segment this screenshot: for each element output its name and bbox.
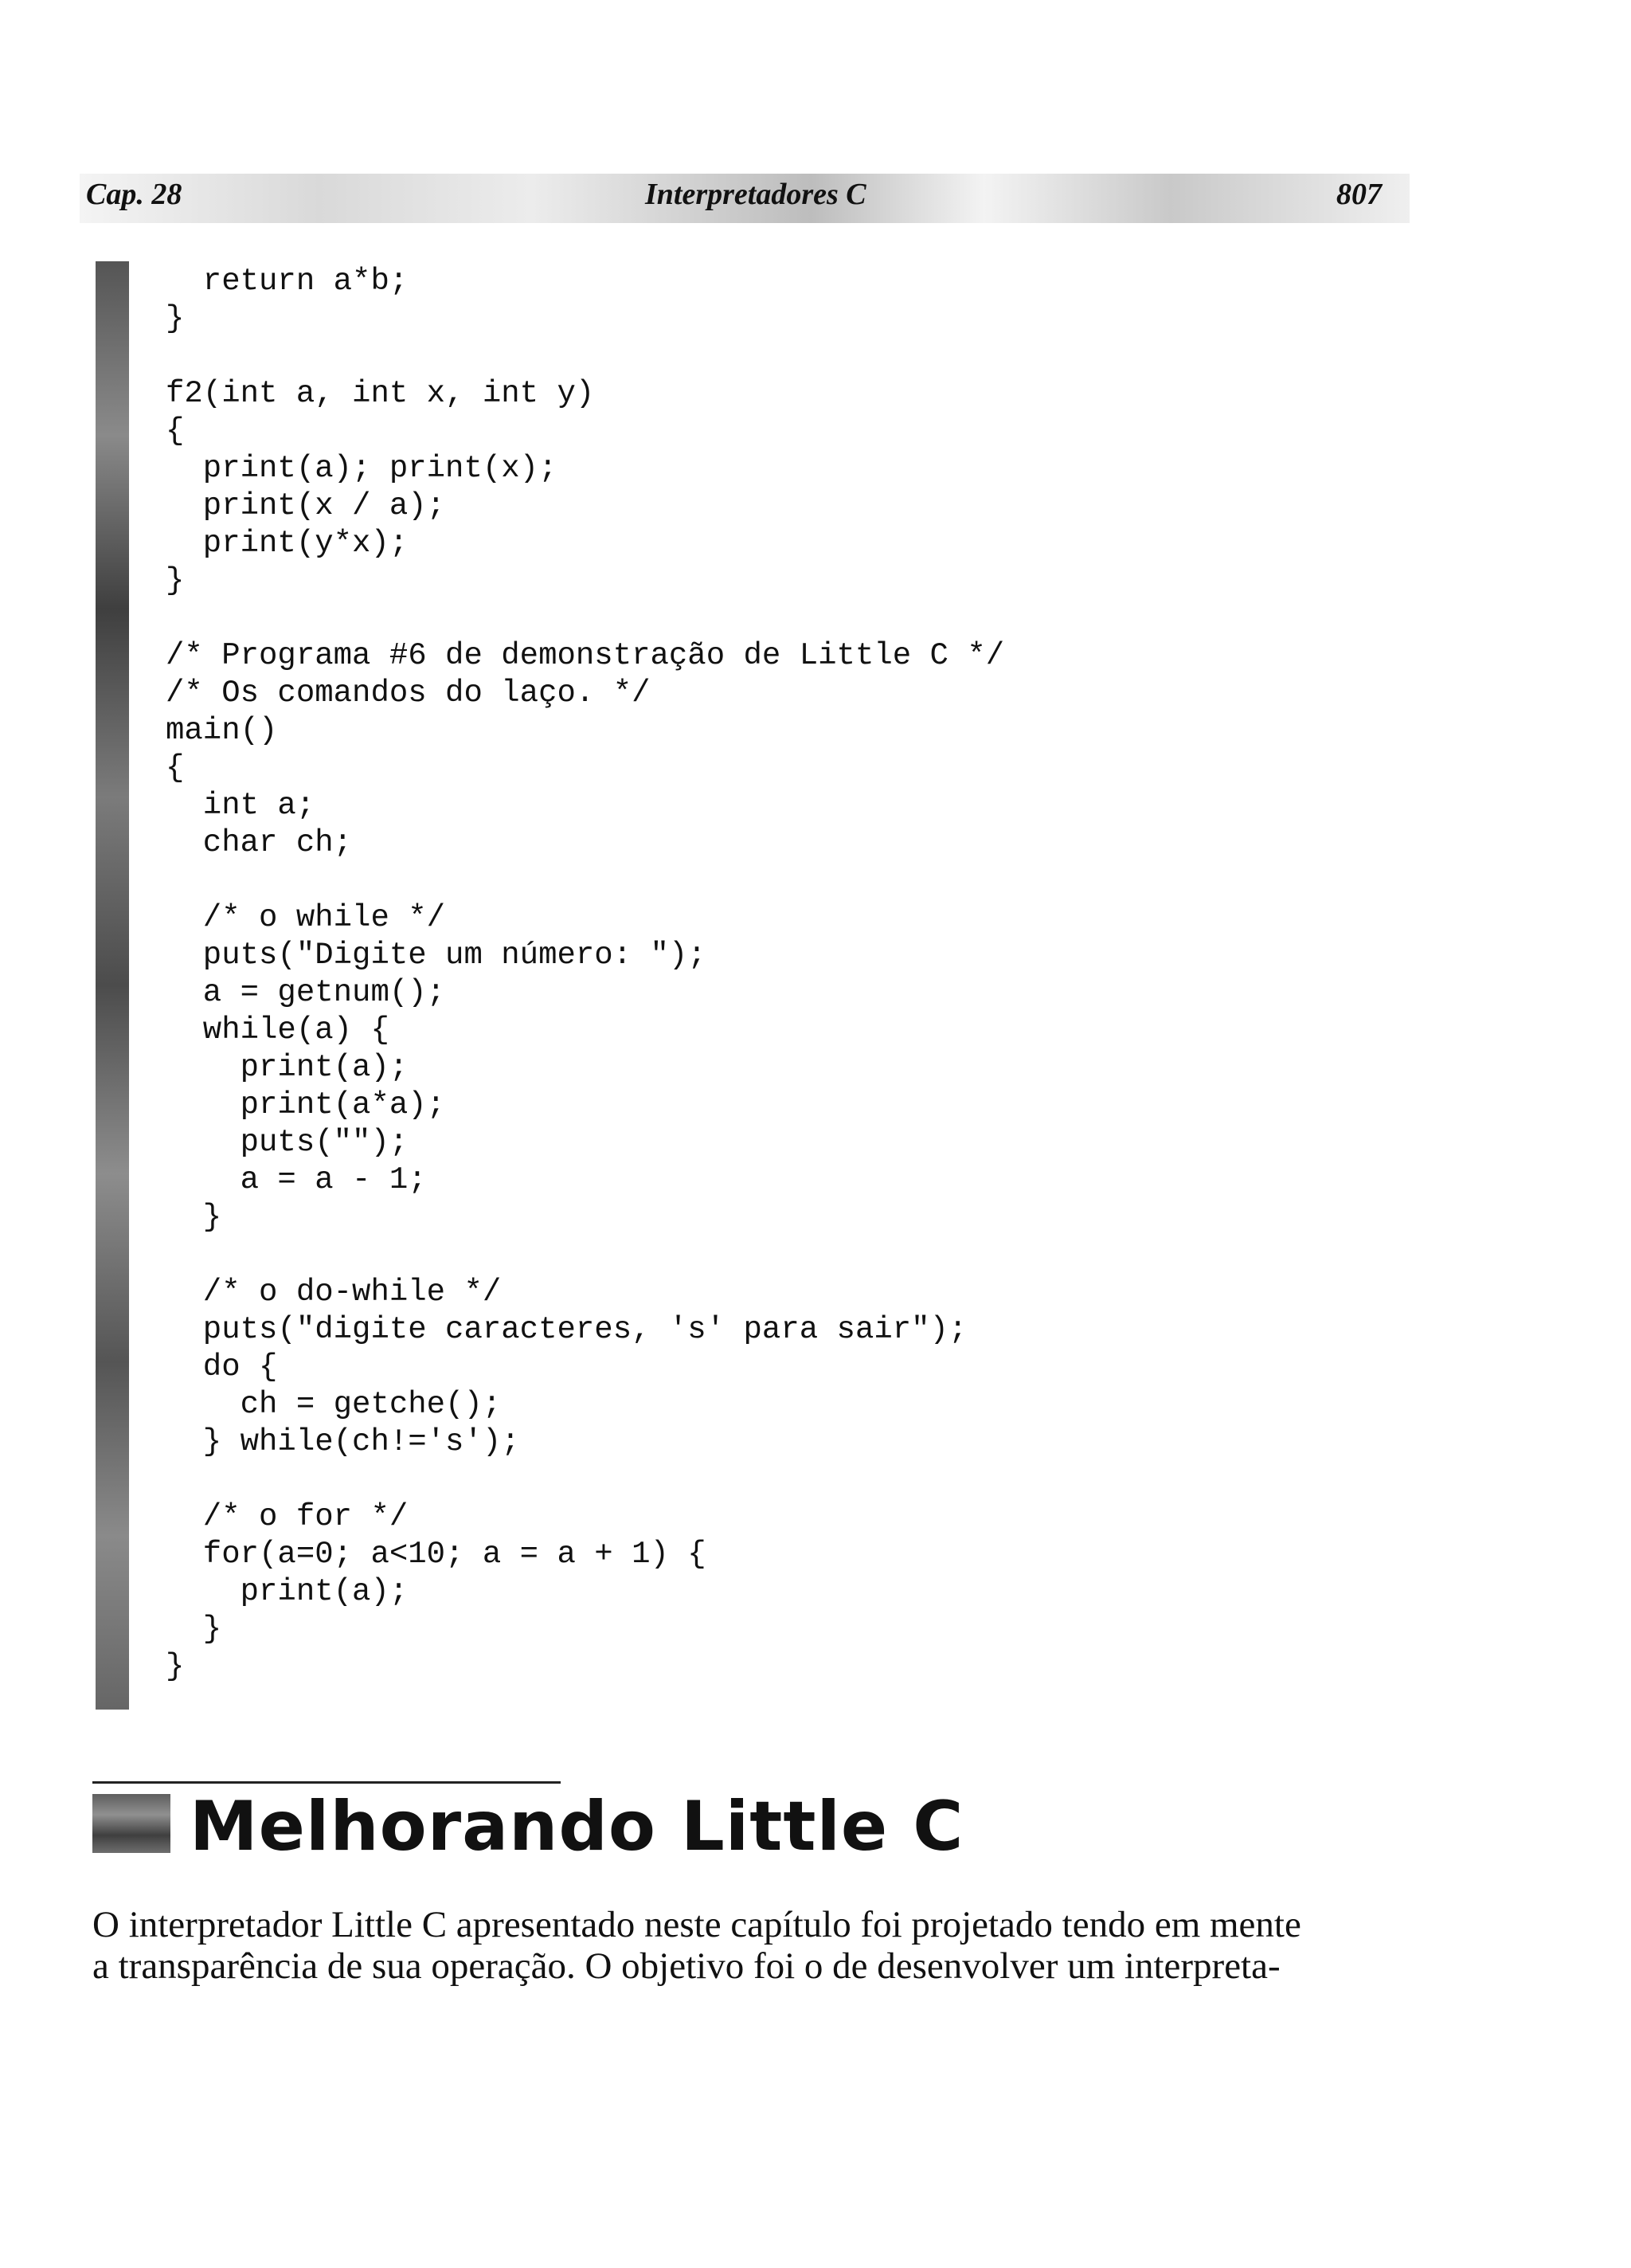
code-line: puts("digite caracteres, 's' para sair"); — [166, 1312, 968, 1347]
code-line: puts(""); — [166, 1125, 409, 1160]
code-line: int a; — [166, 788, 315, 823]
code-line: /* Programa #6 de demonstração de Little C */ — [166, 638, 1005, 673]
chapter-label: Cap. 28 — [86, 178, 182, 211]
code-line: do { — [166, 1349, 278, 1385]
code-line: /* Os comandos do laço. */ — [166, 676, 651, 711]
code-line: puts("Digite um número: "); — [166, 938, 706, 973]
code-line: } while(ch!='s'); — [166, 1424, 520, 1459]
code-line: { — [166, 413, 185, 449]
code-line: ch = getche(); — [166, 1387, 502, 1422]
code-line: return a*b; — [166, 264, 409, 299]
code-line: while(a) { — [166, 1013, 389, 1048]
code-line: char ch; — [166, 825, 353, 860]
code-line: print(y*x); — [166, 526, 409, 561]
code-line: /* o while */ — [166, 900, 446, 935]
code-line: print(a); — [166, 1574, 409, 1609]
running-title: Interpretadores C — [645, 178, 866, 211]
code-line: main() — [166, 713, 278, 748]
code-line: { — [166, 750, 185, 785]
code-line: } — [166, 1649, 185, 1684]
section-marker-square — [92, 1794, 170, 1853]
code-line: } — [166, 1200, 222, 1235]
code-line: } — [166, 301, 185, 336]
paragraph-line: a transparência de sua operação. O objetivo foi o de desenvolver um interpreta- — [92, 1945, 1281, 1987]
code-line: /* o do-while */ — [166, 1275, 502, 1310]
code-line: print(a); print(x); — [166, 451, 557, 486]
code-line: for(a=0; a<10; a = a + 1) { — [166, 1537, 706, 1572]
code-margin-bar — [96, 261, 129, 1710]
page-number: 807 — [1336, 178, 1382, 211]
paragraph-line: O interpretador Little C apresentado neste capítulo foi projetado tendo em mente — [92, 1904, 1301, 1945]
code-line: } — [166, 1612, 222, 1647]
code-line: f2(int a, int x, int y) — [166, 376, 595, 411]
section-heading: Melhorando Little C — [190, 1787, 964, 1866]
code-line: } — [166, 563, 185, 598]
code-line: a = a - 1; — [166, 1162, 427, 1197]
code-line: a = getnum(); — [166, 975, 446, 1010]
code-line: print(a); — [166, 1050, 409, 1085]
code-line: print(a*a); — [166, 1087, 446, 1122]
code-listing — [166, 263, 1480, 1721]
code-line: /* o for */ — [166, 1499, 409, 1534]
code-line: print(x / a); — [166, 488, 446, 523]
